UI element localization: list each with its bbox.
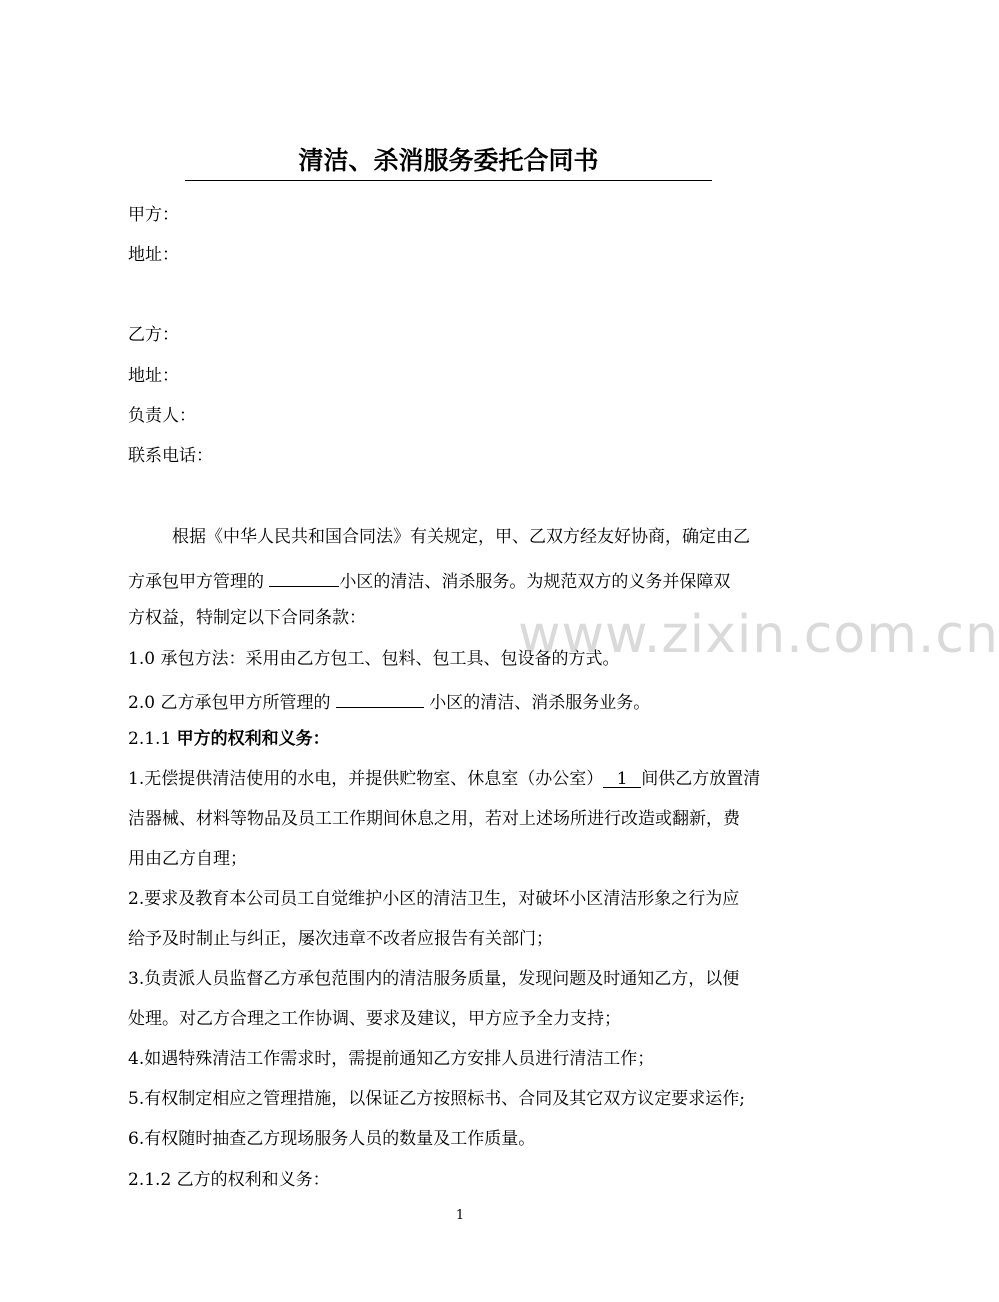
watermark: www.zixin.com.cn <box>518 605 999 665</box>
item-3-line-1: 3.负责派人员监督乙方承包范围内的清洁服务质量，发现问题及时通知乙方，以便 <box>128 969 740 989</box>
intro-line-2 <box>128 567 808 593</box>
party-b-address: 地址： <box>128 366 179 386</box>
clause-2-end: 小区的清洁、消杀服务业务。 <box>423 693 651 713</box>
item-2-line-2: 给予及时制止与纠正，屡次违章不改者应报告有关部门； <box>128 929 553 949</box>
room-count: 1 <box>603 768 641 788</box>
item-1-line-3: 用由乙方自理； <box>128 849 247 869</box>
party-b-phone: 联系电话： <box>128 446 213 466</box>
clause-2-start: 2.0 乙方承包甲方所管理的 <box>128 693 336 713</box>
item-1-end: 间供乙方放置清 <box>641 769 761 789</box>
party-a-address: 地址： <box>128 245 179 265</box>
section-2-1-1-number: 2.1.1 <box>128 729 177 749</box>
item-1-start: 1.无偿提供清洁使用的水电，并提供贮物室、休息室（办公室） <box>128 769 604 789</box>
item-6: 6.有权随时抽查乙方现场服务人员的数量及工作质量。 <box>128 1129 536 1149</box>
item-5: 5.有权制定相应之管理措施，以保证乙方按照标书、合同及其它双方议定要求运作; <box>128 1089 745 1109</box>
intro-line-3: 方权益，特制定以下合同条款： <box>128 608 366 628</box>
section-2-1-1-heading <box>128 728 808 750</box>
section-2-1-2-heading: 2.1.2 乙方的权利和义务： <box>128 1170 330 1190</box>
intro-line-1: 根据《中华人民共和国合同法》有关规定，甲、乙双方经友好协商，确定由乙 <box>172 527 750 547</box>
clause-1: 1.0 承包方法：采用由乙方包工、包料、包工具、包设备的方式。 <box>128 649 620 669</box>
item-3-line-2: 处理。对乙方合理之工作协调、要求及建议，甲方应予全力支持； <box>128 1009 621 1029</box>
clause-2-blank <box>336 688 424 708</box>
item-1-line-1 <box>128 768 808 790</box>
item-4: 4.如遇特殊清洁工作需求时，需提前通知乙方安排人员进行清洁工作； <box>128 1049 655 1069</box>
clause-2 <box>128 688 808 714</box>
intro-line-2-end: 小区的清洁、消杀服务。为规范双方的义务并保障双 <box>339 572 731 592</box>
page-number: 1 <box>455 1208 465 1223</box>
community-name-blank <box>269 567 339 587</box>
party-a-label: 甲方： <box>128 205 179 225</box>
section-2-1-1-title: 甲方的权利和义务： <box>176 729 330 749</box>
document-title: 清洁、杀消服务委托合同书 <box>185 142 712 181</box>
item-1-line-2: 洁器械、材料等物品及员工工作期间休息之用，若对上述场所进行改造或翻新，费 <box>128 809 740 829</box>
party-b-person: 负责人： <box>128 406 196 426</box>
intro-line-2-start: 方承包甲方管理的 <box>128 572 270 592</box>
item-2-line-1: 2.要求及教育本公司员工自觉维护小区的清洁卫生，对破坏小区清洁形象之行为应 <box>128 889 740 909</box>
party-b-label: 乙方： <box>128 325 179 345</box>
